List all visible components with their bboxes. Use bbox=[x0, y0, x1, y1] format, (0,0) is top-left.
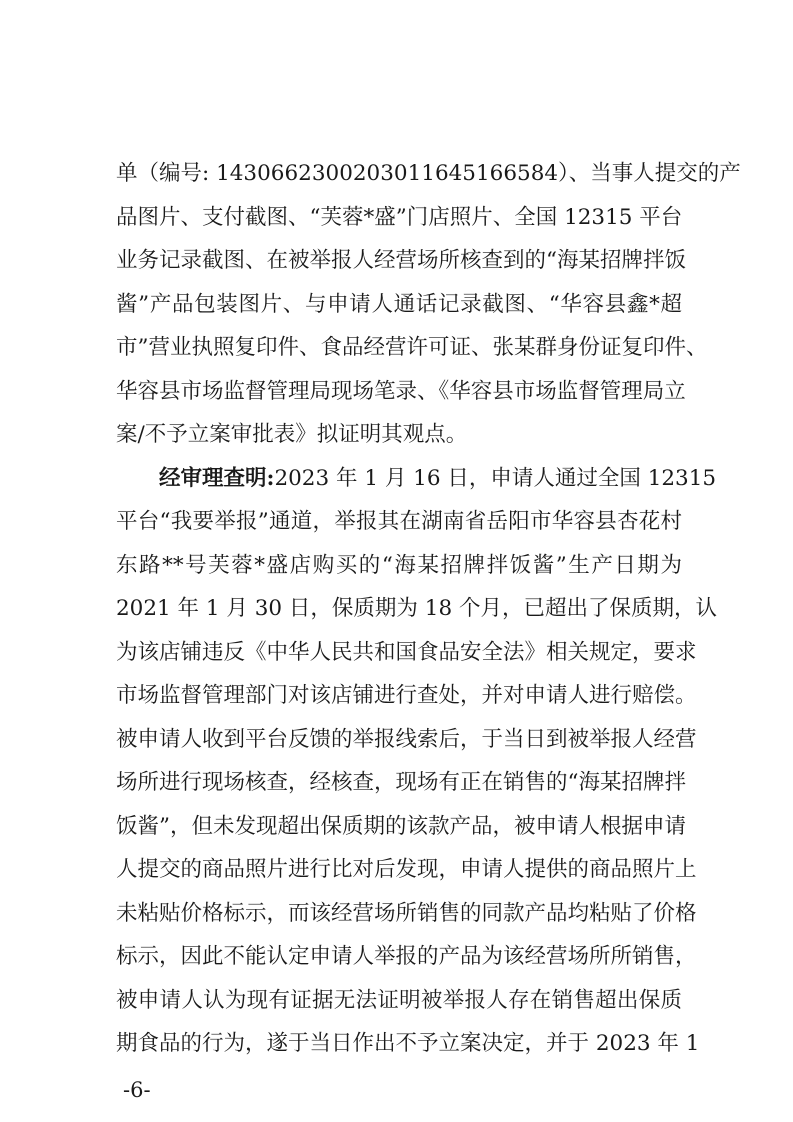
text-line: 场所进行现场核查，经核查，现场有正在销售的“海某招牌拌 bbox=[116, 770, 686, 795]
findings-heading: 经审理查明: bbox=[159, 466, 275, 491]
text-line: 东路**号芙蓉*盛店购买的“海某招牌拌饭酱”生产日期为 bbox=[116, 553, 682, 578]
text-line: 市场监督管理部门对该店铺进行查处，并对申请人进行赔偿。 bbox=[116, 683, 697, 708]
text-line: 饭酱”，但未发现超出保质期的该款产品，被申请人根据申请 bbox=[116, 814, 686, 839]
text-line: 业务记录截图、在被举报人经营场所核查到的“海某招牌拌饭 bbox=[116, 248, 686, 273]
text-line: 被申请人收到平台反馈的举报线索后，于当日到被举报人经营 bbox=[116, 727, 697, 752]
text-line: 华容县市场监督管理局现场笔录、《华容县市场监督管理局立 bbox=[116, 379, 686, 404]
text-line: 标示，因此不能认定申请人举报的产品为该经营场所所销售， bbox=[116, 944, 697, 969]
text-line: 案/不予立案审批表》拟证明其观点。 bbox=[116, 422, 468, 447]
text-line-first bbox=[159, 464, 717, 494]
text-line: 品图片、支付截图、“芙蓉*盛”门店照片、全国 12315 平台 bbox=[116, 205, 683, 230]
text-line: 单（编号: 14306623002030116451665​84）、当事人提交的产 bbox=[116, 161, 741, 186]
text-line: 人提交的商品照片进行比对后发现，申请人提供的商品照片上 bbox=[116, 857, 697, 882]
text-line: 期食品的行为，遂于当日作出不予立案决定，并于 2023 年 1 bbox=[116, 1031, 700, 1056]
text-line: 被申请人认为现有证据无法证明被举报人存在销售超出保质 bbox=[116, 988, 682, 1013]
text-line: 未粘贴价格标示，而该经营场所销售的同款产品均粘贴了价格 bbox=[116, 901, 697, 926]
page-number: -6- bbox=[123, 1078, 151, 1102]
text-line: 平台“我要举报”通道，举报其在湖南省岳阳市华容县杏花村 bbox=[116, 509, 682, 534]
text-line: 酱”产品包装图片、与申请人通话记录截图、“华容县鑫*超 bbox=[116, 292, 682, 317]
text-line: 市”营业执照复印件、食品经营许可证、张某群身份证复印件、 bbox=[116, 335, 708, 360]
text-line: 2021 年 1 月 30 日，保质期为 18 个月，已超出了保质期，认 bbox=[116, 596, 717, 621]
text-line: 为该店铺违反《中华人民共和国食品安全法》相关规定，要求 bbox=[116, 640, 697, 665]
findings-first-line-text: 2023 年 1 月 16 日，申请人通过全国 12315 bbox=[274, 466, 717, 491]
